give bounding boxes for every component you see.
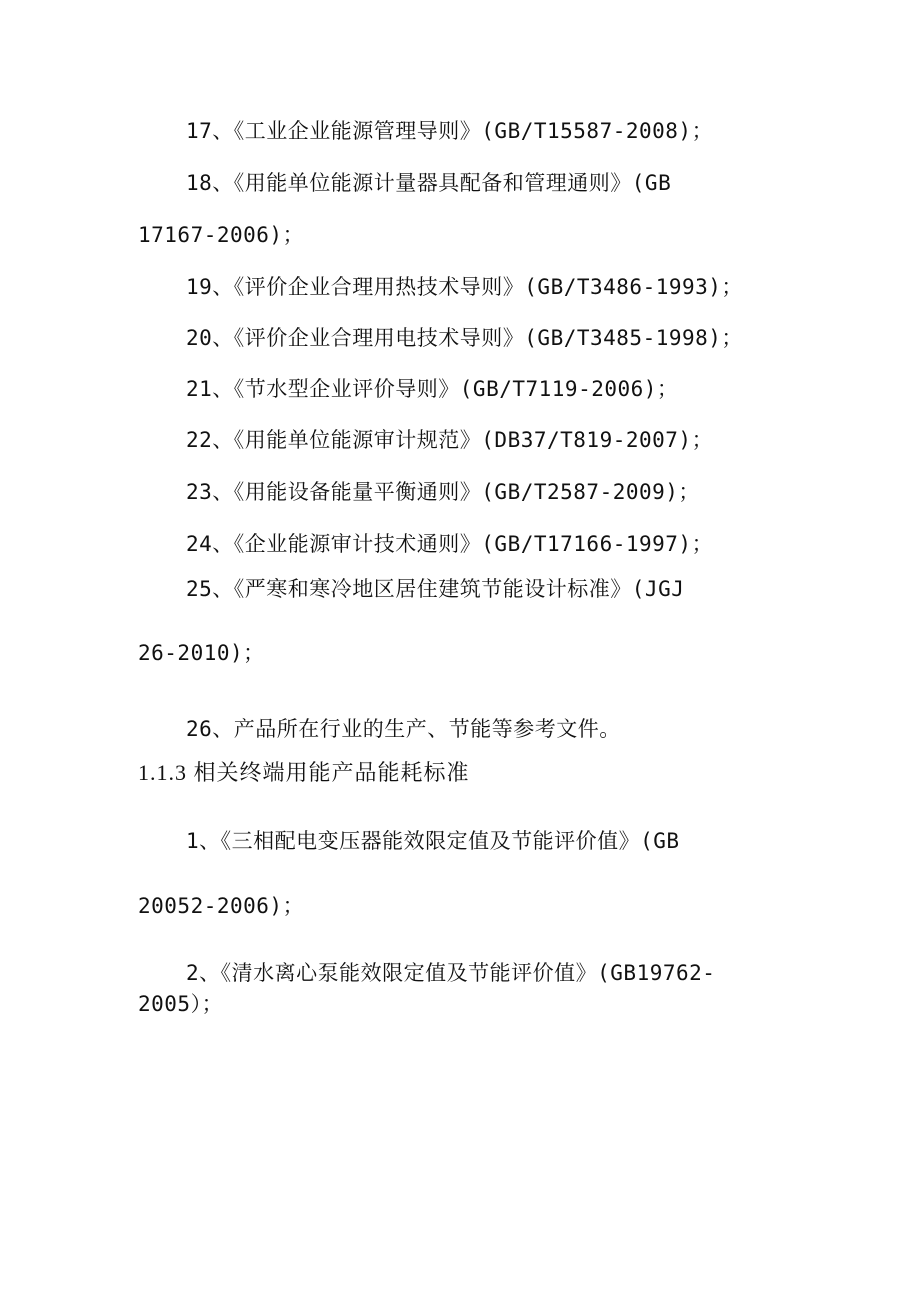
reference-item-17: 17、《工业企业能源管理导则》(GB/T15587-2008)； xyxy=(186,119,714,143)
reference-item-25-continued: 26-2010)； xyxy=(138,641,265,665)
section-heading: 1.1.3 相关终端用能产品能耗标准 xyxy=(138,760,470,785)
reference-item-23: 23、《用能设备能量平衡通则》(GB/T2587-2009)； xyxy=(186,480,700,504)
reference-item-18: 18、《用能单位能源计量器具配备和管理通则》(GB xyxy=(186,171,672,195)
reference-item-22: 22、《用能单位能源审计规范》(DB37/T819-2007)； xyxy=(186,428,714,452)
standard-item-2-continued: 2005）； xyxy=(138,992,224,1016)
standard-item-1-continued: 20052-2006)； xyxy=(138,894,305,918)
reference-item-21: 21、《节水型企业评价导则》(GB/T7119-2006)； xyxy=(186,377,679,401)
standard-item-1: 1、《三相配电变压器能效限定值及节能评价值》(GB xyxy=(186,829,680,853)
reference-item-19: 19、《评价企业合理用热技术导则》(GB/T3486-1993)； xyxy=(186,275,743,299)
reference-item-18-continued: 17167-2006)； xyxy=(138,223,305,247)
standard-item-2: 2、《清水离心泵能效限定值及节能评价值》(GB19762- xyxy=(186,961,716,985)
reference-item-25: 25、《严寒和寒冷地区居住建筑节能设计标准》(JGJ xyxy=(186,577,685,601)
reference-item-26: 26、产品所在行业的生产、节能等参考文件。 xyxy=(186,717,621,741)
reference-item-24: 24、《企业能源审计技术通则》(GB/T17166-1997)； xyxy=(186,532,714,556)
reference-item-20: 20、《评价企业合理用电技术导则》(GB/T3485-1998)； xyxy=(186,326,743,350)
